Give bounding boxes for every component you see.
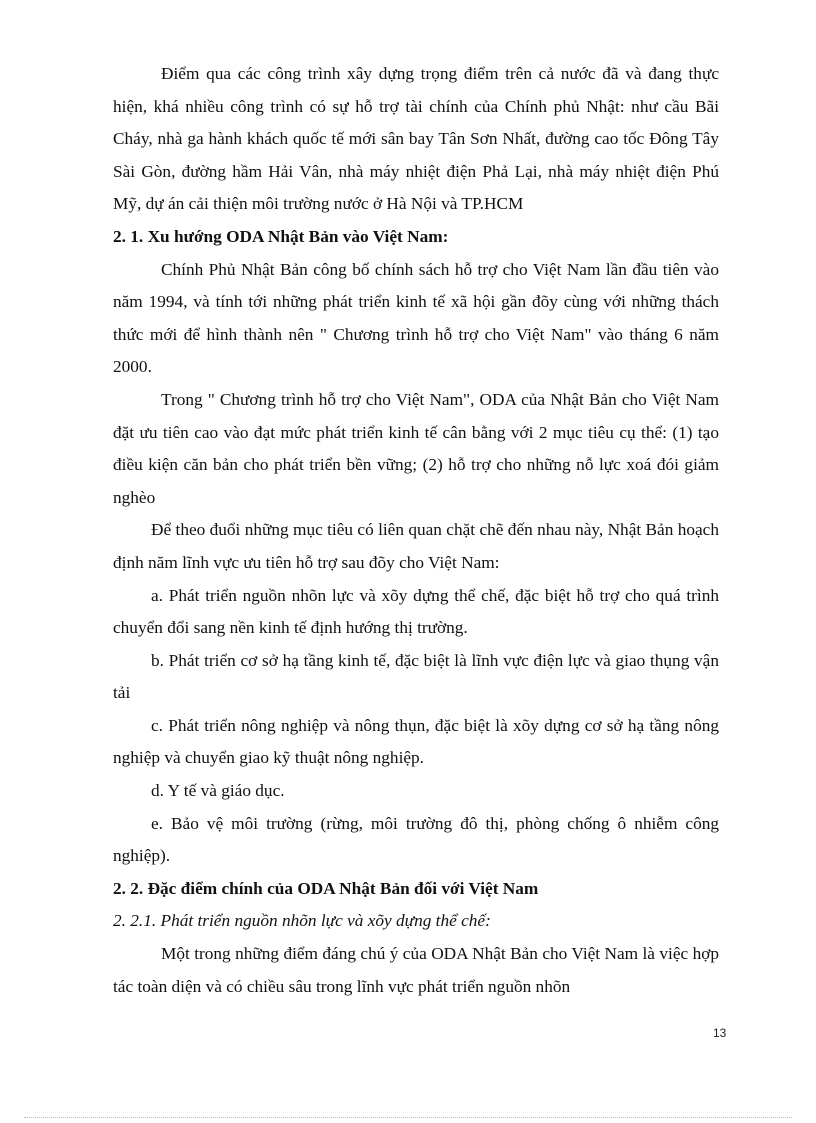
list-item-a: a. Phát triển nguồn nhõn lực và xõy dựng thể chế, đặc biệt hỗ trợ cho quá trình chuyển đổi sang nền kinh tế định hướng thị trường. — [113, 585, 719, 638]
list-item-d: d. Y tế và giáo dục. — [151, 781, 285, 801]
paragraph-program: Trong " Chương trình hỗ trợ cho Việt Nam", ODA của Nhật Bản cho Việt Nam đặt ưu tiên cao vào đạt mức phát triển kinh tế cân bằng với 2 mục tiêu cụ thể: (1) tạo điều kiện căn bản cho phát triển bền vững; (2) hỗ trợ cho những nỗ lực xoá đói giảm nghèo — [113, 389, 719, 507]
section-heading-2-1: 2. 1. Xu hướng ODA Nhật Bản vào Việt Nam: — [113, 226, 449, 246]
paragraph-closing: Một trong những điểm đáng chú ý của ODA Nhật Bản cho Việt Nam là việc hợp tác toàn diện và có chiều sâu trong lĩnh vực phát triển nguồn nhõn — [113, 944, 719, 996]
list-item-e: e. Bảo vệ môi trường (rừng, môi trường đô thị, phòng chống ô nhiễm công nghiệp). — [113, 813, 719, 866]
section-heading-2-2: 2. 2. Đặc điểm chính của ODA Nhật Bản đối với Việt Nam — [113, 878, 539, 898]
paragraph-policy: Chính Phủ Nhật Bản công bố chính sách hỗ trợ cho Việt Nam lần đầu tiên vào năm 1994, và tính tới những phát triển kinh tế xã hội gần đõy cùng với những thách thức mới để hình thành nên " Chương trình hỗ trợ cho Việt Nam" vào tháng 6 năm 2000. — [113, 259, 719, 377]
paragraph-pursuit: Để theo đuổi những mục tiêu có liên quan chặt chẽ đến nhau này, Nhật Bản hoạch định năm lĩnh vực ưu tiên hỗ trợ sau đõy cho Việt Nam: — [113, 520, 719, 572]
document-body — [113, 58, 719, 1003]
page-number: 13 — [713, 1026, 727, 1040]
list-item-c: c. Phát triển nông nghiệp và nông thụn, đặc biệt là xõy dựng cơ sở hạ tầng nông nghiệp và chuyển giao kỹ thuật nông nghiệp. — [113, 715, 719, 768]
list-item-b: b. Phát triển cơ sở hạ tầng kinh tế, đặc biệt là lĩnh vực điện lực và giao thụng vận tải — [113, 650, 719, 703]
page-bottom-divider — [24, 1117, 792, 1118]
paragraph-intro: Điểm qua các công trình xây dựng trọng điểm trên cả nước đã và đang thực hiện, khá nhiều công trình có sự hỗ trợ tài chính của Chính phủ Nhật: như cầu Bãi Cháy, nhà ga hành khách quốc tế mới sân bay Tân Sơn Nhất, đường cao tốc Đông Tây Sài Gòn, đường hầm Hải Vân, nhà máy nhiệt điện Phả Lại, nhà máy nhiệt điện Phú Mỹ, dự án cải thiện môi trường nước ở Hà Nội và TP.HCM — [113, 64, 719, 214]
subsection-heading-2-2-1: 2. 2.1. Phát triển nguồn nhõn lực và xõy dựng thể chế: — [113, 911, 491, 931]
